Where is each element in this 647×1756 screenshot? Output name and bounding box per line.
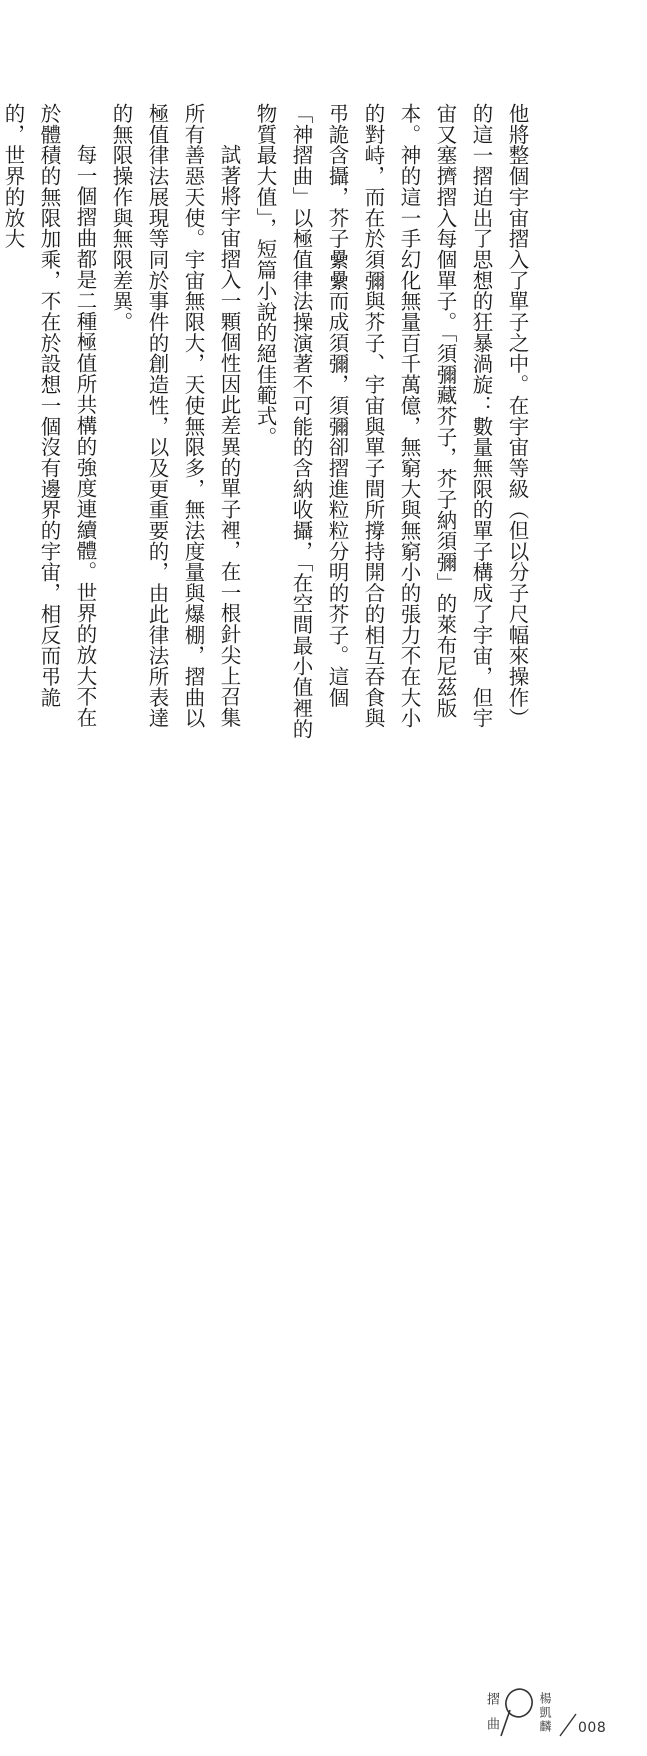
page-footer bbox=[0, 840, 647, 1742]
page-number: 008 bbox=[578, 1720, 607, 1736]
paragraph: 試著將宇宙摺入一顆個性因此差異的單子裡，在一根針尖上召集所有善惡天使。宇宙無限大，天使無限多，無法度量與爆棚，摺曲以極值律法展現等同於事件的創造性，以及更重要的，由此律法所表達的無限操作與無限差異。 bbox=[109, 103, 241, 729]
book-title: 摺曲 bbox=[484, 1692, 499, 1742]
fold-logo-icon bbox=[498, 1686, 536, 1738]
paragraph: 他將整個宇宙摺入了單子之中。在宇宙等級（但以分子尺幅來操作）的這一摺迫出了思想的狂暴渦旋：數量無限的單子構成了宇宙，但宇宙又塞擠摺入每個單子。「須彌藏芥子，芥子納須彌」的萊布尼茲版本。神的這一手幻化無量百千萬億，無窮大與無窮小的張力不在大小的對峙，而在於須彌與芥子、宇宙與單子間所撐持開合的相互吞食與弔詭含攝，芥子纍纍而成須彌，須彌卻摺進粒粒分明的芥子。這個「神摺曲」以極值律法操演著不可能的含納收攝，「在空間最小值裡的物質最大值」，短篇小說的絕佳範式。 bbox=[253, 103, 529, 740]
author-name: 楊凱麟 bbox=[538, 1692, 552, 1734]
body-text bbox=[1, 103, 535, 743]
paragraph: 每一個摺曲都是二種極值所共構的強度連續體。世界的放大不在於體積的無限加乘，不在於設想一個沒有邊界的宇宙，相反而弔詭的，世界的放大 bbox=[1, 103, 97, 728]
separator-slash-icon bbox=[556, 1710, 580, 1740]
